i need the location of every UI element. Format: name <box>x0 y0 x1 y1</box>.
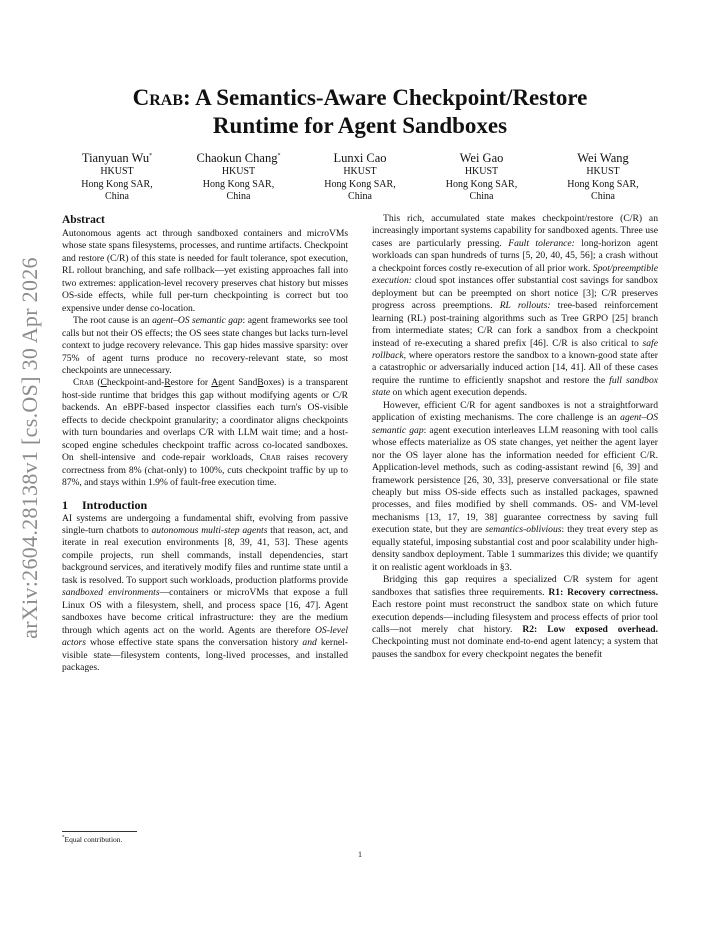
author-affiliation: HKUST <box>464 166 499 178</box>
title-line2: Runtime for Agent Sandboxes <box>212 113 508 138</box>
author <box>305 148 415 204</box>
introduction-heading: 1 Introduction <box>62 497 148 512</box>
title-line1-rest: : A Semantics-Aware Checkpoint/Restore <box>183 85 588 110</box>
footnote-text: Equal contribution. <box>64 835 123 844</box>
author-location: Hong Kong SAR, <box>445 178 518 190</box>
author-affiliation: HKUST <box>221 166 256 178</box>
title-system-name: Crab <box>132 85 183 110</box>
author-affiliation: HKUST <box>586 166 620 178</box>
arxiv-id: arXiv:2604.28138v1 [cs.OS] 30 Apr 2026 <box>17 257 42 639</box>
author <box>427 148 537 204</box>
right-paragraph-1: This rich, accumulated state makes checkpoint/restore (C/R) an increasingly important systems capability for sandboxed agents. Three use cases are particularly pressing. Fault tolerance: long-horizon agent workloads can span hundreds of turns [5, 20, 40, 45, 56]; a crash without a checkpoint forces costly re-execution of all prior work. Spot/preemptible execution: cloud spot instances offer substantial cost savings for sandbox deployment but can be preempted on short notice [3]; C/R preserves progress across preemptions. RL rollouts: tree-based reinforcement learning (RL) post-training algorithms such as Tree GRPO [25] branch from intermediate states; C/R can fork a sandbox from a checkpoint instead of re-executing a shared prefix [46]. C/R is also critical to safe rollback, where operators restore the sandbox to a known-good state after a catastrophic or adversarially induced action [14, 41]. All of these cases require the runtime to efficiently snapshot and restore the full sandbox state on which agent execution depends. <box>372 213 658 399</box>
section-number: 1 <box>62 497 68 512</box>
author-location: Hong Kong SAR, <box>567 178 639 190</box>
left-column <box>62 213 348 674</box>
author <box>548 148 658 204</box>
abstract-heading: Abstract <box>62 214 105 226</box>
author-location: Hong Kong SAR, <box>202 178 275 190</box>
author-affiliation: HKUST <box>343 166 377 178</box>
author-country: China <box>591 191 615 203</box>
author-location: Hong Kong SAR, <box>324 178 396 190</box>
author-name: Wei Gao <box>459 151 504 166</box>
author-name: Chaokun Chang* <box>196 151 281 166</box>
author-name: Wei Wang <box>577 151 629 166</box>
footnote <box>62 835 122 844</box>
arxiv-stamp <box>0 0 60 932</box>
author-mark: * <box>277 153 281 159</box>
right-paragraph-2: However, efficient C/R for agent sandboxes is not a straightforward application of existing mechanisms. The core challenge is an agent–OS semantic gap: agent execution interleaves LLM reasoning with tool calls whose effects materialize as OS state changes, yet neither the agent layer nor the OS layer alone has the information needed for efficient C/R. Application-level methods, such as coding-assistant rewind [6, 39] and framework persistence [26, 30, 33], preserve conversational or file state cheaply but miss OS-side effects such as installed packages, spawned processes, and files modified by shell commands. OS- and VM-level mechanisms [13, 17, 19, 38] guarantee correctness by saving full execution state, but they are semantics-oblivious: they treat every step as equally stateful, imposing substantial cost and poor scalability under high-density sandbox deployment. Table 1 summarizes this divide; we quantify it on realistic agent workloads in §3. <box>372 399 658 573</box>
intro-paragraph-1: AI systems are undergoing a fundamental shift, evolving from passive single-turn chatbots to autonomous multi-step agents that reason, act, and iterate in real execution environments [8, 39, 41, 53]. These agents compile projects, run shell commands, install dependencies, start background services, and iteratively modify files and runtime state until a task is resolved. To support such workloads, production platforms provide sandboxed environments—containers or microVMs that expose a full Linux OS with a filesystem, shell, and process space [16, 47]. Agent sandboxes have become critical infrastructure: they are the medium through which agents act on the world. Agents are therefore OS-level actors whose effective state spans the conversation history and kernel-visible state—filesystem contents, long-lived processes, and installed packages. <box>62 512 349 673</box>
footnote-mark: * <box>62 835 65 841</box>
abstract-paragraph-2: The root cause is an agent–OS semantic gap: agent frameworks see tool calls but not their OS effects; the OS sees state changes but lacks turn-level context to judge recovery relevance. This gap hides massive sparsity: over 75% of agent turns produce no recovery-relevant state, so most checkpoints are unnecessary. <box>62 315 349 376</box>
abstract-paragraph-1: Autonomous agents act through sandboxed containers and microVMs whose state spans filesystems, processes, and runtime artifacts. Checkpoint and restore (C/R) of this state is needed for fault tolerance, spot execution, RL rollout branching, and safe rollback—yet existing approaches fall into two extremes: application-level recovery preserves chat history but misses OS-side effects, while full per-turn checkpointing is correct but too expensive under dense co-location. <box>62 228 348 314</box>
author-location: Hong Kong SAR, <box>81 178 153 190</box>
author-country: China <box>469 191 494 203</box>
author-affiliation: HKUST <box>100 166 134 178</box>
author <box>62 148 172 204</box>
author-name: Lunxi Cao <box>333 151 387 166</box>
abstract-paragraph-3: Crab (Checkpoint-and-Restore for Agent SandBoxes) is a transparent host-side runtime that bridges this gap without modifying agents or C/R backends. An eBPF-based inspector classifies each turn's OS-visible effects to decide checkpoint granularity; a coordinator aligns checkpoints with turn boundaries and overlaps C/R with LLM wait time; and a host-scoped engine schedules checkpoint traffic across co-located sandboxes. On shell-intensive and code-repair workloads, Crab raises recovery correctness from 8% (chat-only) to 100%, cuts checkpoint traffic by up to 87%, and stays within 1.9% of fault-free execution time. <box>62 377 349 489</box>
right-column <box>372 213 658 661</box>
page-number: 1 <box>358 850 362 859</box>
author-country: China <box>348 191 372 203</box>
author-country: China <box>105 191 129 203</box>
author <box>184 148 294 204</box>
author-country: China <box>226 191 251 203</box>
author-name: Tianyuan Wu* <box>81 151 153 166</box>
author-mark: * <box>149 153 153 159</box>
right-paragraph-3: Bridging this gap requires a specialized C/R system for agent sandboxes that satisfies three requirements. R1: Recovery correctness. Each restore point must reconstruct the sandbox state on which future execution depends—including filesystem and process effects of prior tool calls—not merely chat history. R2: Low exposed overhead. Checkpointing must not dominate end-to-end agent latency; a system that pauses the sandbox for every checkpoint negates the benefit <box>372 574 658 660</box>
footnote-rule <box>62 831 137 832</box>
author-list <box>62 148 658 204</box>
paper-title <box>62 84 658 140</box>
